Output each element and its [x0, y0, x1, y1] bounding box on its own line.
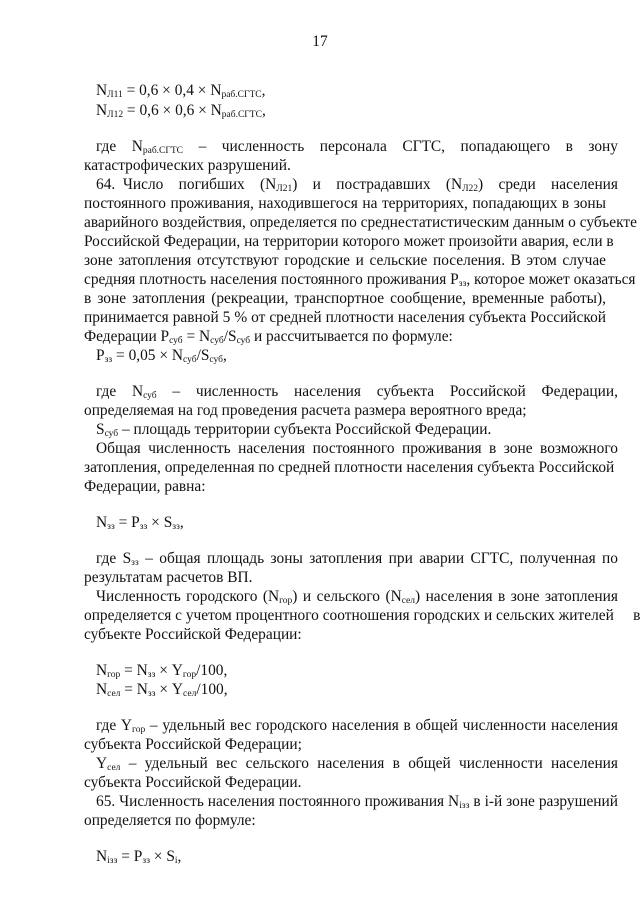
formula-line-f5: $N_{гор} = N_{зз} \times Y_{гор}/100$,	[96, 662, 228, 680]
text-line-p5a: где $S_{зз}$ – общая площадь зоны затопления при аварии СГТС, полученная по	[96, 550, 618, 568]
text-line-p4c: Федерации, равна:	[84, 478, 206, 495]
text-line-p3b: определяемая на год проведения расчета размера вероятного вреда;	[84, 402, 527, 419]
text-line-p7c: $Y_{сел}$ – удельный вес сельского населения в общей численности населения	[96, 755, 618, 773]
text-line-p7a: где $Y_{гор}$ – удельный вес городского населения в общей численности населения	[96, 717, 618, 735]
text-line-p5b: результатам расчетов ВП.	[84, 569, 253, 586]
text-line-p6c: субъекте Российской Федерации:	[84, 626, 302, 643]
formula-line-f2: $N_{Л12} = 0,6 \times 0,6 \times N_{раб.СГТС}$,	[96, 102, 266, 120]
text-line-p6b: определяется с учетом процентного соотношения городских и сельских жителей в	[84, 607, 640, 624]
text-line-p7b: субъекта Российской Федерации;	[84, 736, 302, 753]
page-number: 17	[312, 33, 328, 50]
text-line-p3a: где $N_{суб}$ – численность населения субъекта Российской Федерации,	[96, 383, 618, 401]
text-line-p1a: где $N_{раб.СГТС}$ – численность персонала СГТС, попадающего в зону	[96, 138, 618, 156]
text-line-p2g: в зоне затопления (рекреации, транспортное сообщение, временные работы),	[84, 290, 606, 307]
text-line-p2h: принимается равной 5 % от средней плотности населения субъекта Российской	[84, 309, 606, 326]
text-line-p2c: аварийного воздействия, определяется по среднестатистическим данным о субъекте	[84, 214, 637, 231]
text-line-p2f: средняя плотность населения постоянного проживания $P_{зз}$, которое может оказаться	[84, 271, 636, 289]
text-line-p1b: катастрофических разрушений.	[84, 157, 291, 174]
text-line-p2d: Российской Федерации, на территории которого может произойти авария, если в	[84, 233, 614, 250]
text-line-p3c: $S_{суб}$ – площадь территории субъекта Российской Федерации.	[96, 421, 492, 439]
text-line-p4b: затопления, определенная по средней плотности населения субъекта Российской	[84, 459, 615, 476]
text-line-p2i: Федерации $P_{суб} = N_{суб}/S_{суб}$ и рассчитывается по формуле:	[84, 328, 453, 346]
text-line-p8a: 65. Численность населения постоянного проживания $N_{iзз}$ в i-й зоне разрушений	[96, 793, 618, 811]
formula-line-f7: $N_{iзз} = P_{зз} \times S_i$,	[96, 848, 182, 866]
text-line-p7d: субъекта Российской Федерации.	[84, 774, 302, 791]
formula-line-f4: $N_{зз} = P_{зз} \times S_{зз}$,	[96, 514, 184, 532]
formula-line-f1: $N_{Л11} = 0,6 \times 0,4 \times N_{раб.СГТС}$,	[96, 82, 266, 100]
formula-line-f3: $P_{зз} = 0,05 \times N_{суб}/S_{суб}$,	[96, 347, 227, 365]
text-line-p2e: зоне затопления отсутствуют городские и сельские поселения. В этом случае	[84, 252, 606, 269]
text-line-p4a: Общая численность населения постоянного проживания в зоне возможного	[96, 440, 618, 457]
formula-line-f6: $N_{сел} = N_{зз} \times Y_{сел}/100$,	[96, 681, 228, 699]
text-line-p2b: постоянного проживания, находившегося на территориях, попадающих в зоны	[84, 195, 606, 212]
text-line-p2a: 64. Число погибших $(N_{Л21})$ и пострадавших $(N_{Л22})$ среди населения	[96, 176, 618, 194]
text-line-p8b: определяется по формуле:	[84, 812, 256, 829]
text-line-p6a: Численность городского $(N_{гор})$ и сельского $(N_{сел})$ населения в зоне затопления	[96, 588, 618, 606]
